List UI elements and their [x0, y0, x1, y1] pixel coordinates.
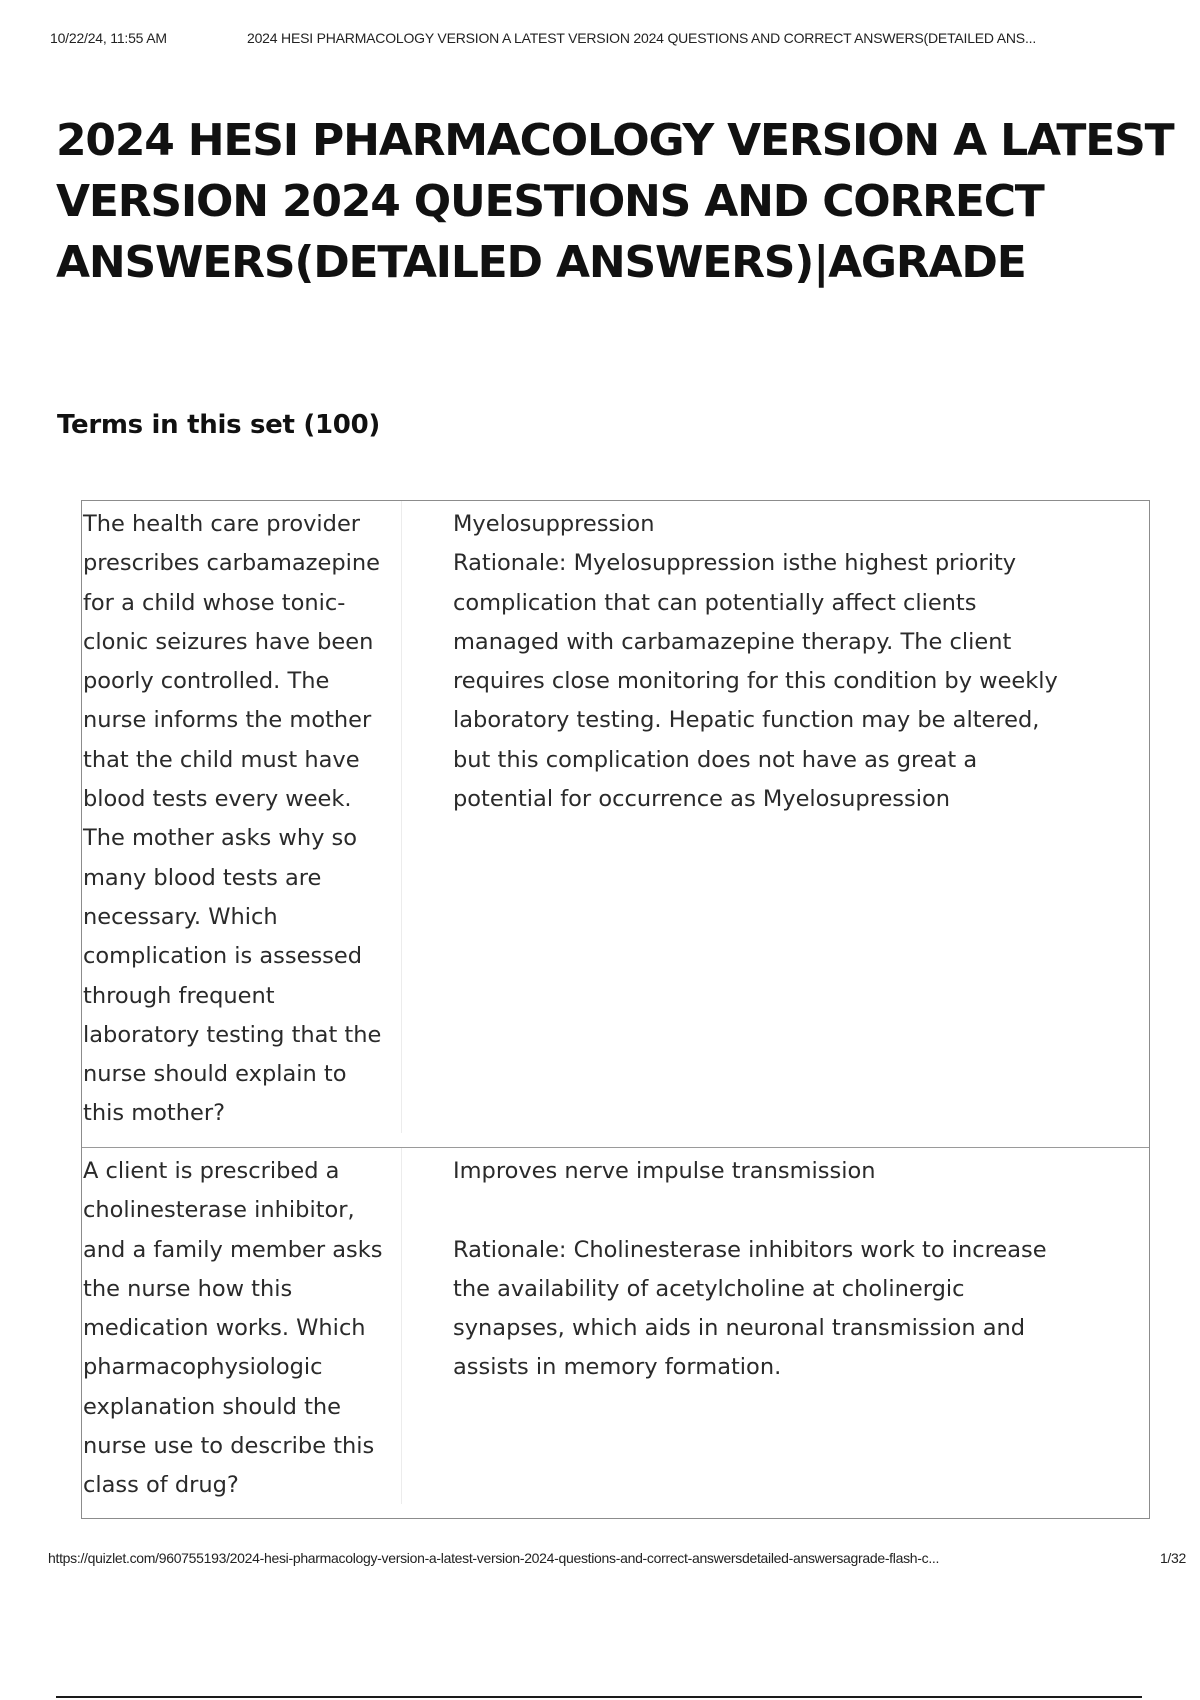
- page-url[interactable]: https://quizlet.com/960755193/2024-hesi-pharmacology-version-a-latest-version-2024-questions-and-correct-answersdetailed-answersagrade-flash-c...: [48, 1550, 940, 1566]
- page-number: 1/32: [1159, 1550, 1186, 1566]
- term-answer: Improves nerve impulse transmission Rationale: Cholinesterase inhibitors work to increase the availability of acetylcholine at cholinergic synapses, which aids in neuronal transmission and assists in memory formation.: [453, 1158, 1047, 1381]
- print-footer: [48, 1550, 1186, 1570]
- print-header: [50, 30, 1178, 50]
- print-document-title: 2024 HESI PHARMACOLOGY VERSION A LATEST VERSION 2024 QUESTIONS AND CORRECT ANSWERS(DETAILED ANS...: [247, 30, 1037, 46]
- term-row: [82, 1147, 1149, 1518]
- term-question: The health care provider prescribes carbamazepine for a child whose tonic- clonic seizures have been poorly controlled. The nurse informs the mother that the child must have blood tests every week. The mother asks why so many blood tests are necessary. Which complication is assessed through frequent laboratory testing that the nurse should explain to this mother?: [82, 501, 402, 1133]
- print-datetime: 10/22/24, 11:55 AM: [50, 30, 167, 46]
- bottom-divider: [56, 1696, 1142, 1698]
- terms-heading: Terms in this set (100): [57, 410, 380, 440]
- term-question: A client is prescribed a cholinesterase inhibitor, and a family member asks the nurse how this medication works. Which pharmacophysiologic explanation should the nurse use to describe this class of drug?: [82, 1148, 402, 1504]
- term-row: [82, 501, 1149, 1147]
- terms-table: [81, 500, 1150, 1519]
- page-title: 2024 HESI PHARMACOLOGY VERSION A LATEST VERSION 2024 QUESTIONS AND CORRECT ANSWERS(DETAILED ANSWERS)|AGRADE: [56, 115, 1174, 288]
- term-answer: Myelosuppression Rationale: Myelosuppression isthe highest priority complication that can potentially affect clients managed with carbamazepine therapy. The client requires close monitoring for this condition by weekly laboratory testing. Hepatic function may be altered, but this complication does not have as great a potential for occurrence as Myelosupression: [453, 511, 1058, 813]
